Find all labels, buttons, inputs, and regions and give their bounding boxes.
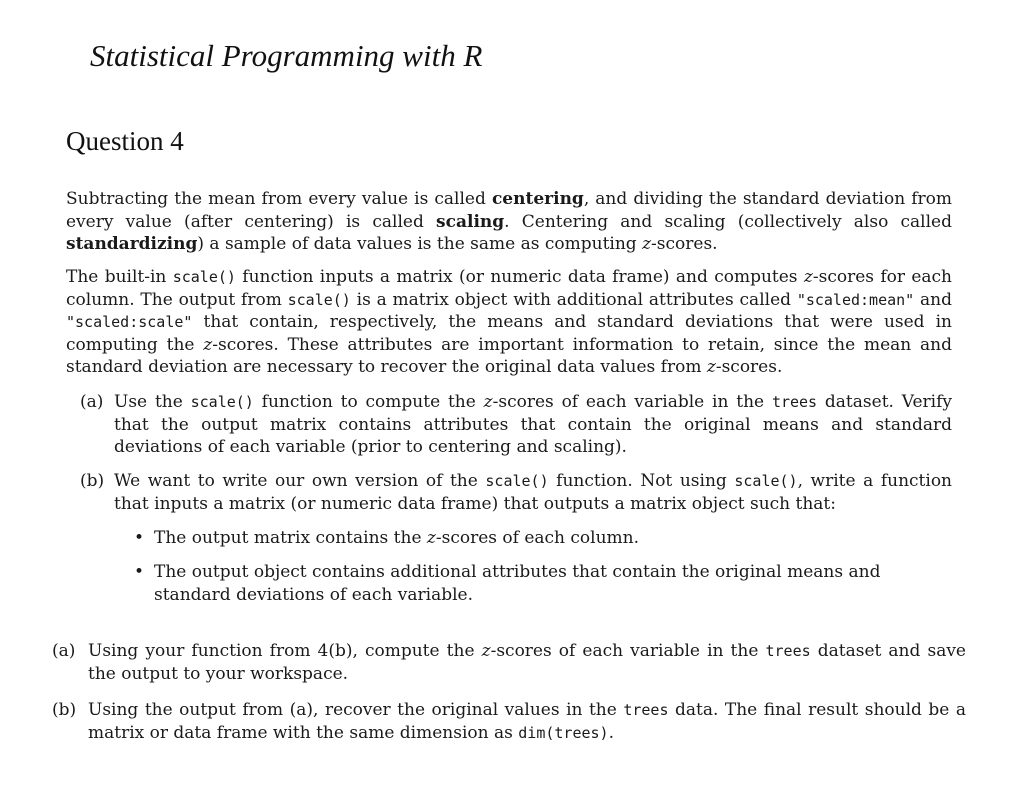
term-centering: centering — [491, 189, 584, 209]
code-scale: scale() — [172, 268, 236, 286]
course-title: Statistical Programming with R — [90, 38, 483, 73]
task-text: Using the output from (a), recover the original values in the trees data. The final result should be a matrix or data frame with the same dimension as dim(trees). — [88, 700, 966, 743]
bullet-text: The output matrix contains the z-scores of each column. — [154, 528, 640, 548]
subquestion-label: (a) — [80, 392, 104, 412]
subquestion-label: (b) — [80, 471, 105, 491]
bullet-text: The output object contains additional attributes that contain the original means and standard deviations of each variable. — [154, 562, 881, 605]
code-scale: scale() — [287, 290, 351, 309]
code-scaled-scale: "scaled:scale" — [66, 313, 193, 332]
bullet-icon: • — [134, 562, 145, 582]
task-label: (a) — [52, 641, 76, 661]
code-scaled-mean: "scaled:mean" — [796, 290, 915, 309]
task-text: Using your function from 4(b), compute the z-scores of each variable in the trees dataset and save the output to your workspace. — [88, 641, 966, 684]
term-standardizing: standardizing — [66, 234, 198, 255]
question-heading: Question 4 — [66, 126, 184, 156]
task-label: (b) — [52, 700, 77, 720]
subquestion-text: Use the scale() function to compute the z-scores of each variable in the trees dataset. Verify that the output matrix contains attributes that contain the original means and standard deviations of each variable (prior to centering and scaling). — [114, 392, 952, 458]
scale-description-paragraph: The built-in scale() function inputs a matrix (or numeric data frame) and computes z-scores for each column. The output from scale() is a matrix object with additional attributes called "scaled:mean" and "scaled:scale" that contain, respectively, the means and standard deviations that were used in computing the z-scores. These attributes are important information to retain, since the mean and standard deviation are necessary to recover the original data values from z-scores. — [66, 267, 953, 378]
bullet-icon: • — [134, 528, 145, 548]
subquestion-text: We want to write our own version of the scale() function. Not using scale(), write a function that inputs a matrix (or numeric data frame) that outputs a matrix object such that: — [114, 471, 953, 514]
intro-paragraph: Subtracting the mean from every value is called centering, and dividing the standard deviation from every value (after centering) is called scaling. Centering and scaling (collectively also called standardizing) a sample of data values is the same as computing z-scores. — [66, 189, 952, 255]
term-scaling: scaling — [436, 211, 505, 232]
